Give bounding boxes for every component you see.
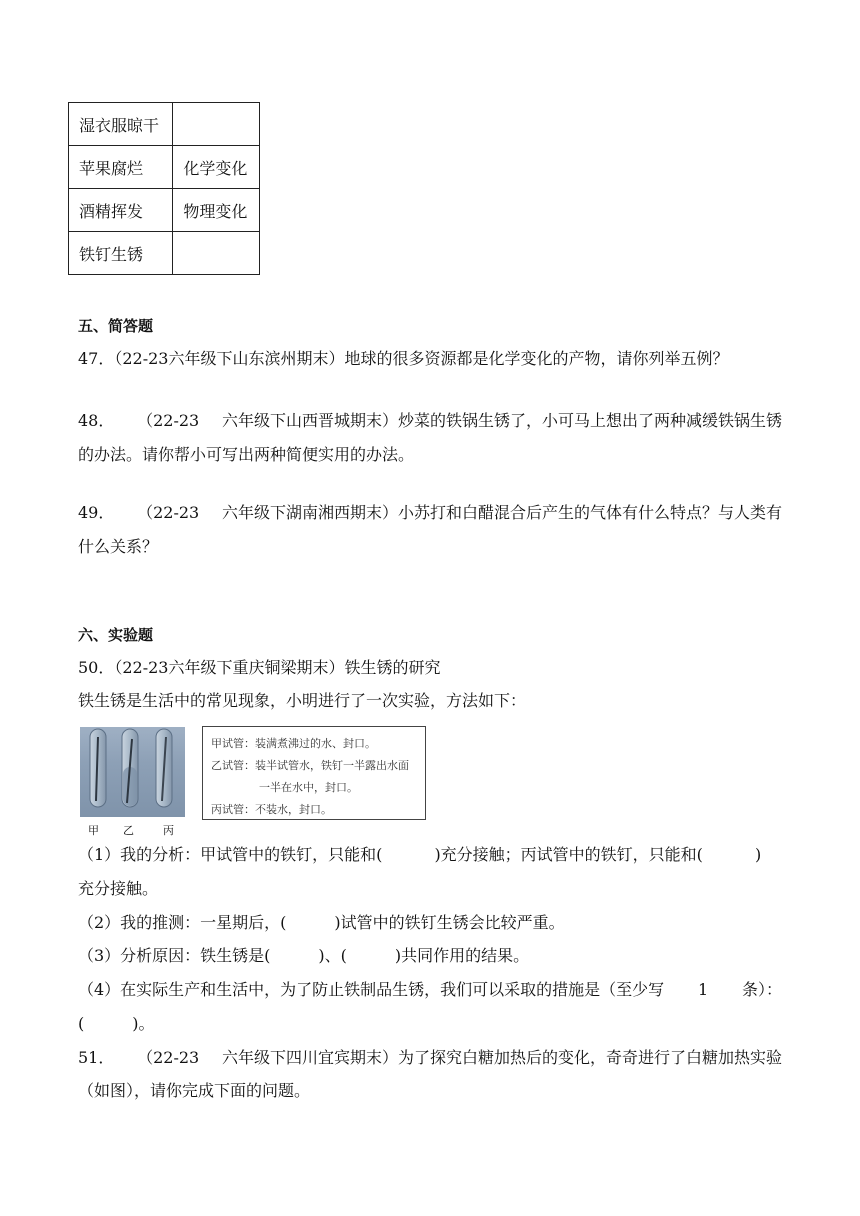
table-row <box>69 146 260 189</box>
sub-question-text: （4）在实际生产和生活中，为了防止铁制品生锈，我们可以采取的措施是（至少写 <box>78 980 665 999</box>
classification-table <box>68 102 260 275</box>
table-cell-change: 化学变化 <box>173 146 260 189</box>
section-heading-short-answer: 五、简答题 <box>78 317 154 335</box>
sub-question-4-line1 <box>78 980 782 1000</box>
tube-label-bing: 丙 <box>163 824 174 837</box>
sub-question-text: 条）： <box>741 980 782 999</box>
table-row <box>69 103 260 146</box>
tube-label-yi: 乙 <box>123 824 134 837</box>
question-51-line1 <box>78 1048 782 1068</box>
method-line-yi-cont: 一半在水中，封口。 <box>259 781 358 794</box>
table-row <box>69 189 260 232</box>
sub-question-1-line2: 充分接触。 <box>78 879 159 898</box>
table-cell-change <box>173 232 260 275</box>
question-50-title: 50．（22-23六年级下重庆铜梁期末）铁生锈的研究 <box>78 658 441 677</box>
question-49-line2: 什么关系？ <box>78 537 159 556</box>
table-row <box>69 232 260 275</box>
question-48-line2: 的办法。请你帮小可写出两种简便实用的办法。 <box>78 445 415 464</box>
sub-question-text: ) <box>754 845 762 864</box>
question-source-year: （22-23 <box>137 1048 200 1067</box>
question-source-year: （22-23 <box>137 411 200 430</box>
section-heading-experiment: 六、实验题 <box>78 626 154 644</box>
sub-question-count: 1 <box>697 980 709 999</box>
question-47: 47．（22-23六年级下山东滨州期末）地球的很多资源都是化学变化的产物，请你列举五例？ <box>78 349 729 368</box>
test-tubes-image <box>80 727 185 817</box>
question-49-line1 <box>78 503 782 523</box>
table-cell-change: 物理变化 <box>173 189 260 232</box>
question-number: 48． <box>78 411 115 430</box>
question-text: 六年级下四川宜宾期末）为了探究白糖加热后的变化，奇奇进行了白糖加热实验 <box>221 1048 782 1067</box>
sub-question-2: （2）我的推测：一星期后，( )试管中的铁钉生锈会比较严重。 <box>78 913 565 932</box>
sub-question-4-line2: ( )。 <box>78 1014 155 1033</box>
table-cell-change <box>173 103 260 146</box>
table-cell-phenomenon: 铁钉生锈 <box>69 232 173 275</box>
question-text: 六年级下湖南湘西期末）小苏打和白醋混合后产生的气体有什么特点？与人类有 <box>221 503 782 522</box>
test-tubes-photo <box>80 727 185 817</box>
question-48-line1 <box>78 411 782 431</box>
question-50-intro: 铁生锈是生活中的常见现象，小明进行了一次实验，方法如下： <box>78 691 527 710</box>
question-number: 51． <box>78 1048 115 1067</box>
sub-question-text: )充分接触；丙试管中的铁钉，只能和( <box>434 845 703 864</box>
table-cell-phenomenon: 苹果腐烂 <box>69 146 173 189</box>
question-51-line2: （如图），请你完成下面的问题。 <box>78 1081 311 1100</box>
question-text: 六年级下山西晋城期末）炒菜的铁锅生锈了，小可马上想出了两种减缓铁锅生锈 <box>221 411 782 430</box>
method-line-jia: 甲试管：装满煮沸过的水、封口。 <box>211 737 376 750</box>
question-source-year: （22-23 <box>137 503 200 522</box>
question-number: 49． <box>78 503 115 522</box>
table-cell-phenomenon: 酒精挥发 <box>69 189 173 232</box>
sub-question-text: （1）我的分析：甲试管中的铁钉，只能和( <box>78 845 383 864</box>
sub-question-3: （3）分析原因：铁生锈是( )、( )共同作用的结果。 <box>78 946 530 965</box>
method-line-bing: 丙试管：不装水，封口。 <box>211 803 332 816</box>
sub-question-1-line1 <box>78 845 782 865</box>
tube-label-jia: 甲 <box>88 824 99 837</box>
table-cell-phenomenon: 湿衣服晾干 <box>69 103 173 146</box>
method-line-yi: 乙试管：装半试管水，铁钉一半露出水面 <box>211 759 409 772</box>
experiment-method-box <box>202 726 426 820</box>
